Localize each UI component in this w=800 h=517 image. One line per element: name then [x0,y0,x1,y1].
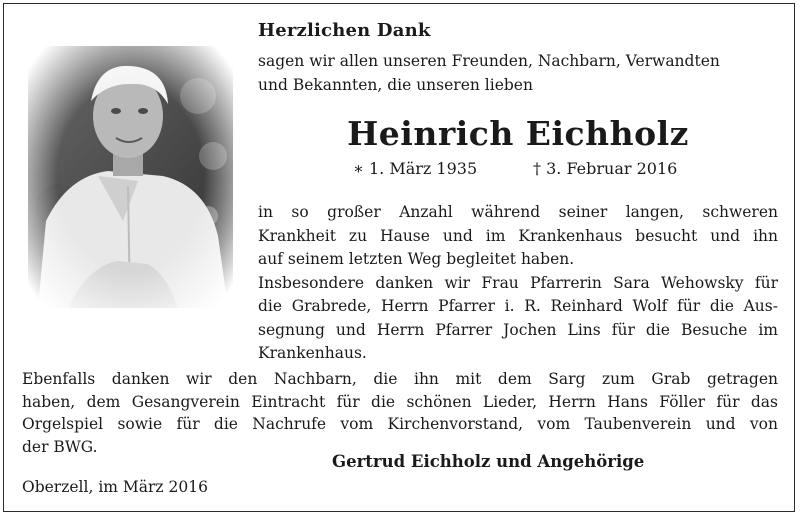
closing-line: der BWG. [22,437,98,456]
intro-text [258,49,778,97]
intro-line: sagen wir allen unseren Freunden, Nachbarn, Verwandten [258,52,720,70]
body-line: auf seinem letzten Weg begleitet haben. [258,250,575,268]
body-line: die Grabrede, Herrn Pfarrer i. R. Reinhard Wolf für die Aus- [258,297,778,315]
death-date: † 3. Februar 2016 [533,159,678,178]
body-line: Krankheit zu Hause und im Krankenhaus besucht und ihn [258,226,778,245]
body-line: segnung und Herrn Pfarrer Jochen Lins für die Besuche im [258,320,778,339]
closing-line: Orgelspiel sowie für die Nachrufe vom Kirchenvorstand, vom Taubenverein und von [22,415,778,433]
body-line: Krankenhaus. [258,344,367,362]
place-date: Oberzell, im März 2016 [22,478,208,496]
birth-date: ∗ 1. März 1935 [353,159,478,178]
notice-heading: Herzlichen Dank [258,20,431,41]
thanks-paragraph [258,201,778,366]
portrait-photo [28,46,233,308]
closing-paragraph [22,368,778,458]
intro-line: und Bekannten, die unseren lieben [258,76,533,94]
signature: Gertrud Eichholz und Angehörige [332,452,645,471]
deceased-name: Heinrich Eichholz [347,114,689,153]
closing-line: haben, dem Gesangverein Eintracht für die schönen Lieder, Herrn Hans Föller für das [22,392,778,411]
closing-line: Ebenfalls danken wir den Nachbarn, die ihn mit dem Sarg zum Grab getragen [22,370,778,388]
body-line: in so großer Anzahl während seiner langen, schweren [258,203,778,221]
body-line: Insbesondere danken wir Frau Pfarrerin Sara Wehowsky für [258,273,778,292]
